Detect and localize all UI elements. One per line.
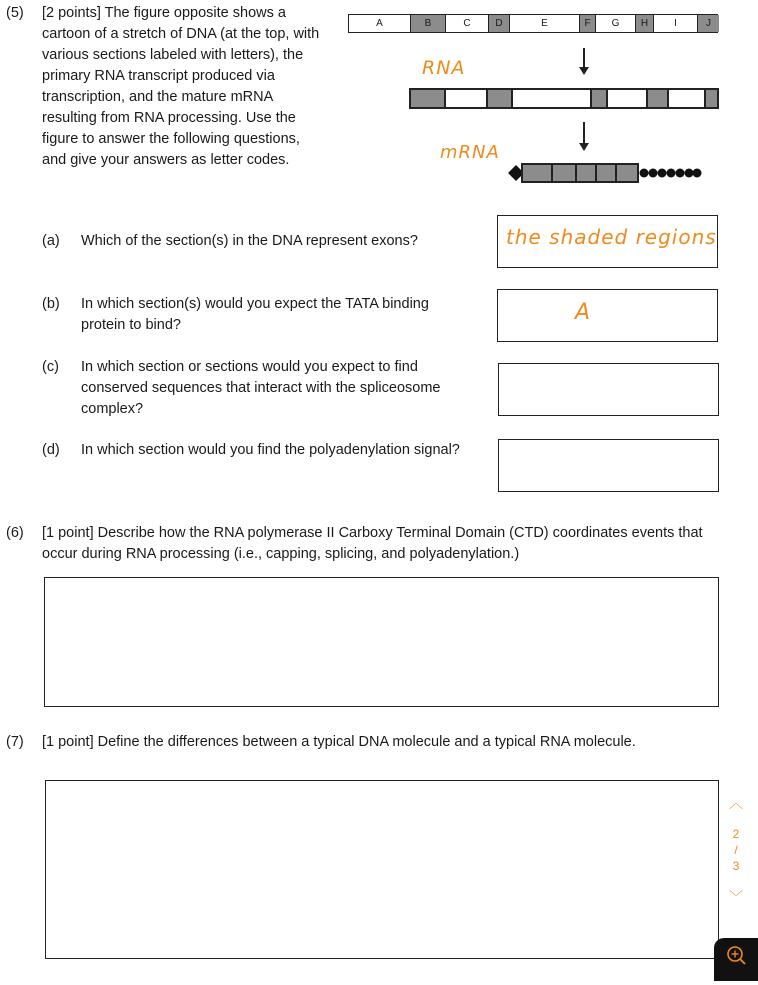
page-total: 3 <box>732 859 740 873</box>
part-c-question: In which section or sections would you expect to find conserved sequences that interact with the spliceosome complex? <box>81 359 441 417</box>
mrna-exon-block <box>522 164 638 182</box>
rna-intron <box>669 90 707 107</box>
dna-section-h: H <box>636 15 654 32</box>
rna-exon <box>648 90 669 107</box>
arrow-down-1 <box>583 48 585 68</box>
question-6-text: [1 point] Describe how the RNA polymerase II Carboxy Terminal Domain (CTD) coordinates events that occur during RNA processing (i.e., capping, splicing, and polyadenylation.) <box>42 525 703 562</box>
dna-section-a: A <box>349 15 411 32</box>
part-b-answer-box[interactable] <box>497 289 718 342</box>
rna-intron <box>608 90 647 107</box>
arrow-down-2 <box>583 122 585 144</box>
dna-section-d: D <box>489 15 510 32</box>
mrna-diagram <box>506 160 706 186</box>
question-6-answer-box[interactable] <box>44 577 719 707</box>
part-d-letter: (d) <box>42 442 60 458</box>
arrow-head-1 <box>579 67 589 75</box>
dna-strip <box>348 14 718 33</box>
arrow-head-2 <box>579 143 589 151</box>
rna-intron <box>446 90 488 107</box>
part-c-letter: (c) <box>42 359 59 375</box>
question-5-intro: [2 points] The figure opposite shows a cartoon of a stretch of DNA (at the top, with various sections labeled with letters), the primary RNA transcript produced via transcription, and the mature mRNA resulting from RNA processing. Use the figure to answer the following questions, and give your answers as letter codes. <box>42 5 320 168</box>
rna-transcript-strip <box>409 88 719 109</box>
zoom-in-icon <box>714 938 758 981</box>
part-b-answer: A <box>575 300 592 325</box>
dna-section-f: F <box>580 15 596 32</box>
dna-section-b: B <box>411 15 446 32</box>
dna-section-i: I <box>654 15 698 32</box>
mrna-label: mRNA <box>440 142 500 163</box>
part-a-letter: (a) <box>42 233 60 249</box>
question-7-answer-box[interactable] <box>45 780 719 959</box>
part-b-question: In which section(s) would you expect the TATA binding protein to bind? <box>81 296 429 333</box>
dna-section-g: G <box>596 15 636 32</box>
question-7-text: [1 point] Define the differences between a typical DNA molecule and a typical RNA molecule. <box>42 734 636 750</box>
rna-exon <box>592 90 609 107</box>
page-separator: / <box>734 843 738 857</box>
part-a-question: Which of the section(s) in the DNA represent exons? <box>81 233 418 249</box>
part-a-answer-box[interactable] <box>497 215 718 268</box>
rna-exon <box>411 90 446 107</box>
part-d-question: In which section would you find the polyadenylation signal? <box>81 442 460 458</box>
question-5-number: (5) <box>6 5 24 21</box>
question-6-number: (6) <box>6 525 24 541</box>
rna-intron <box>513 90 592 107</box>
rna-exon <box>488 90 513 107</box>
zoom-in-button[interactable] <box>714 938 758 981</box>
part-b-letter: (b) <box>42 296 60 312</box>
part-a-answer: the shaded regions <box>506 225 717 249</box>
dna-section-e: E <box>510 15 580 32</box>
dna-section-c: C <box>446 15 489 32</box>
rna-exon <box>706 90 717 107</box>
rna-label: RNA <box>422 57 466 79</box>
question-7-number: (7) <box>6 734 24 750</box>
dna-section-j: J <box>698 15 719 32</box>
page-current: 2 <box>732 827 740 841</box>
part-d-answer-box[interactable] <box>498 439 719 492</box>
page-up-chevron-icon[interactable]: ︿ <box>729 795 743 811</box>
poly-a-tail-icon <box>640 169 702 178</box>
part-c-answer-box[interactable] <box>498 363 719 416</box>
page-down-chevron-icon[interactable]: ﹀ <box>729 889 743 905</box>
